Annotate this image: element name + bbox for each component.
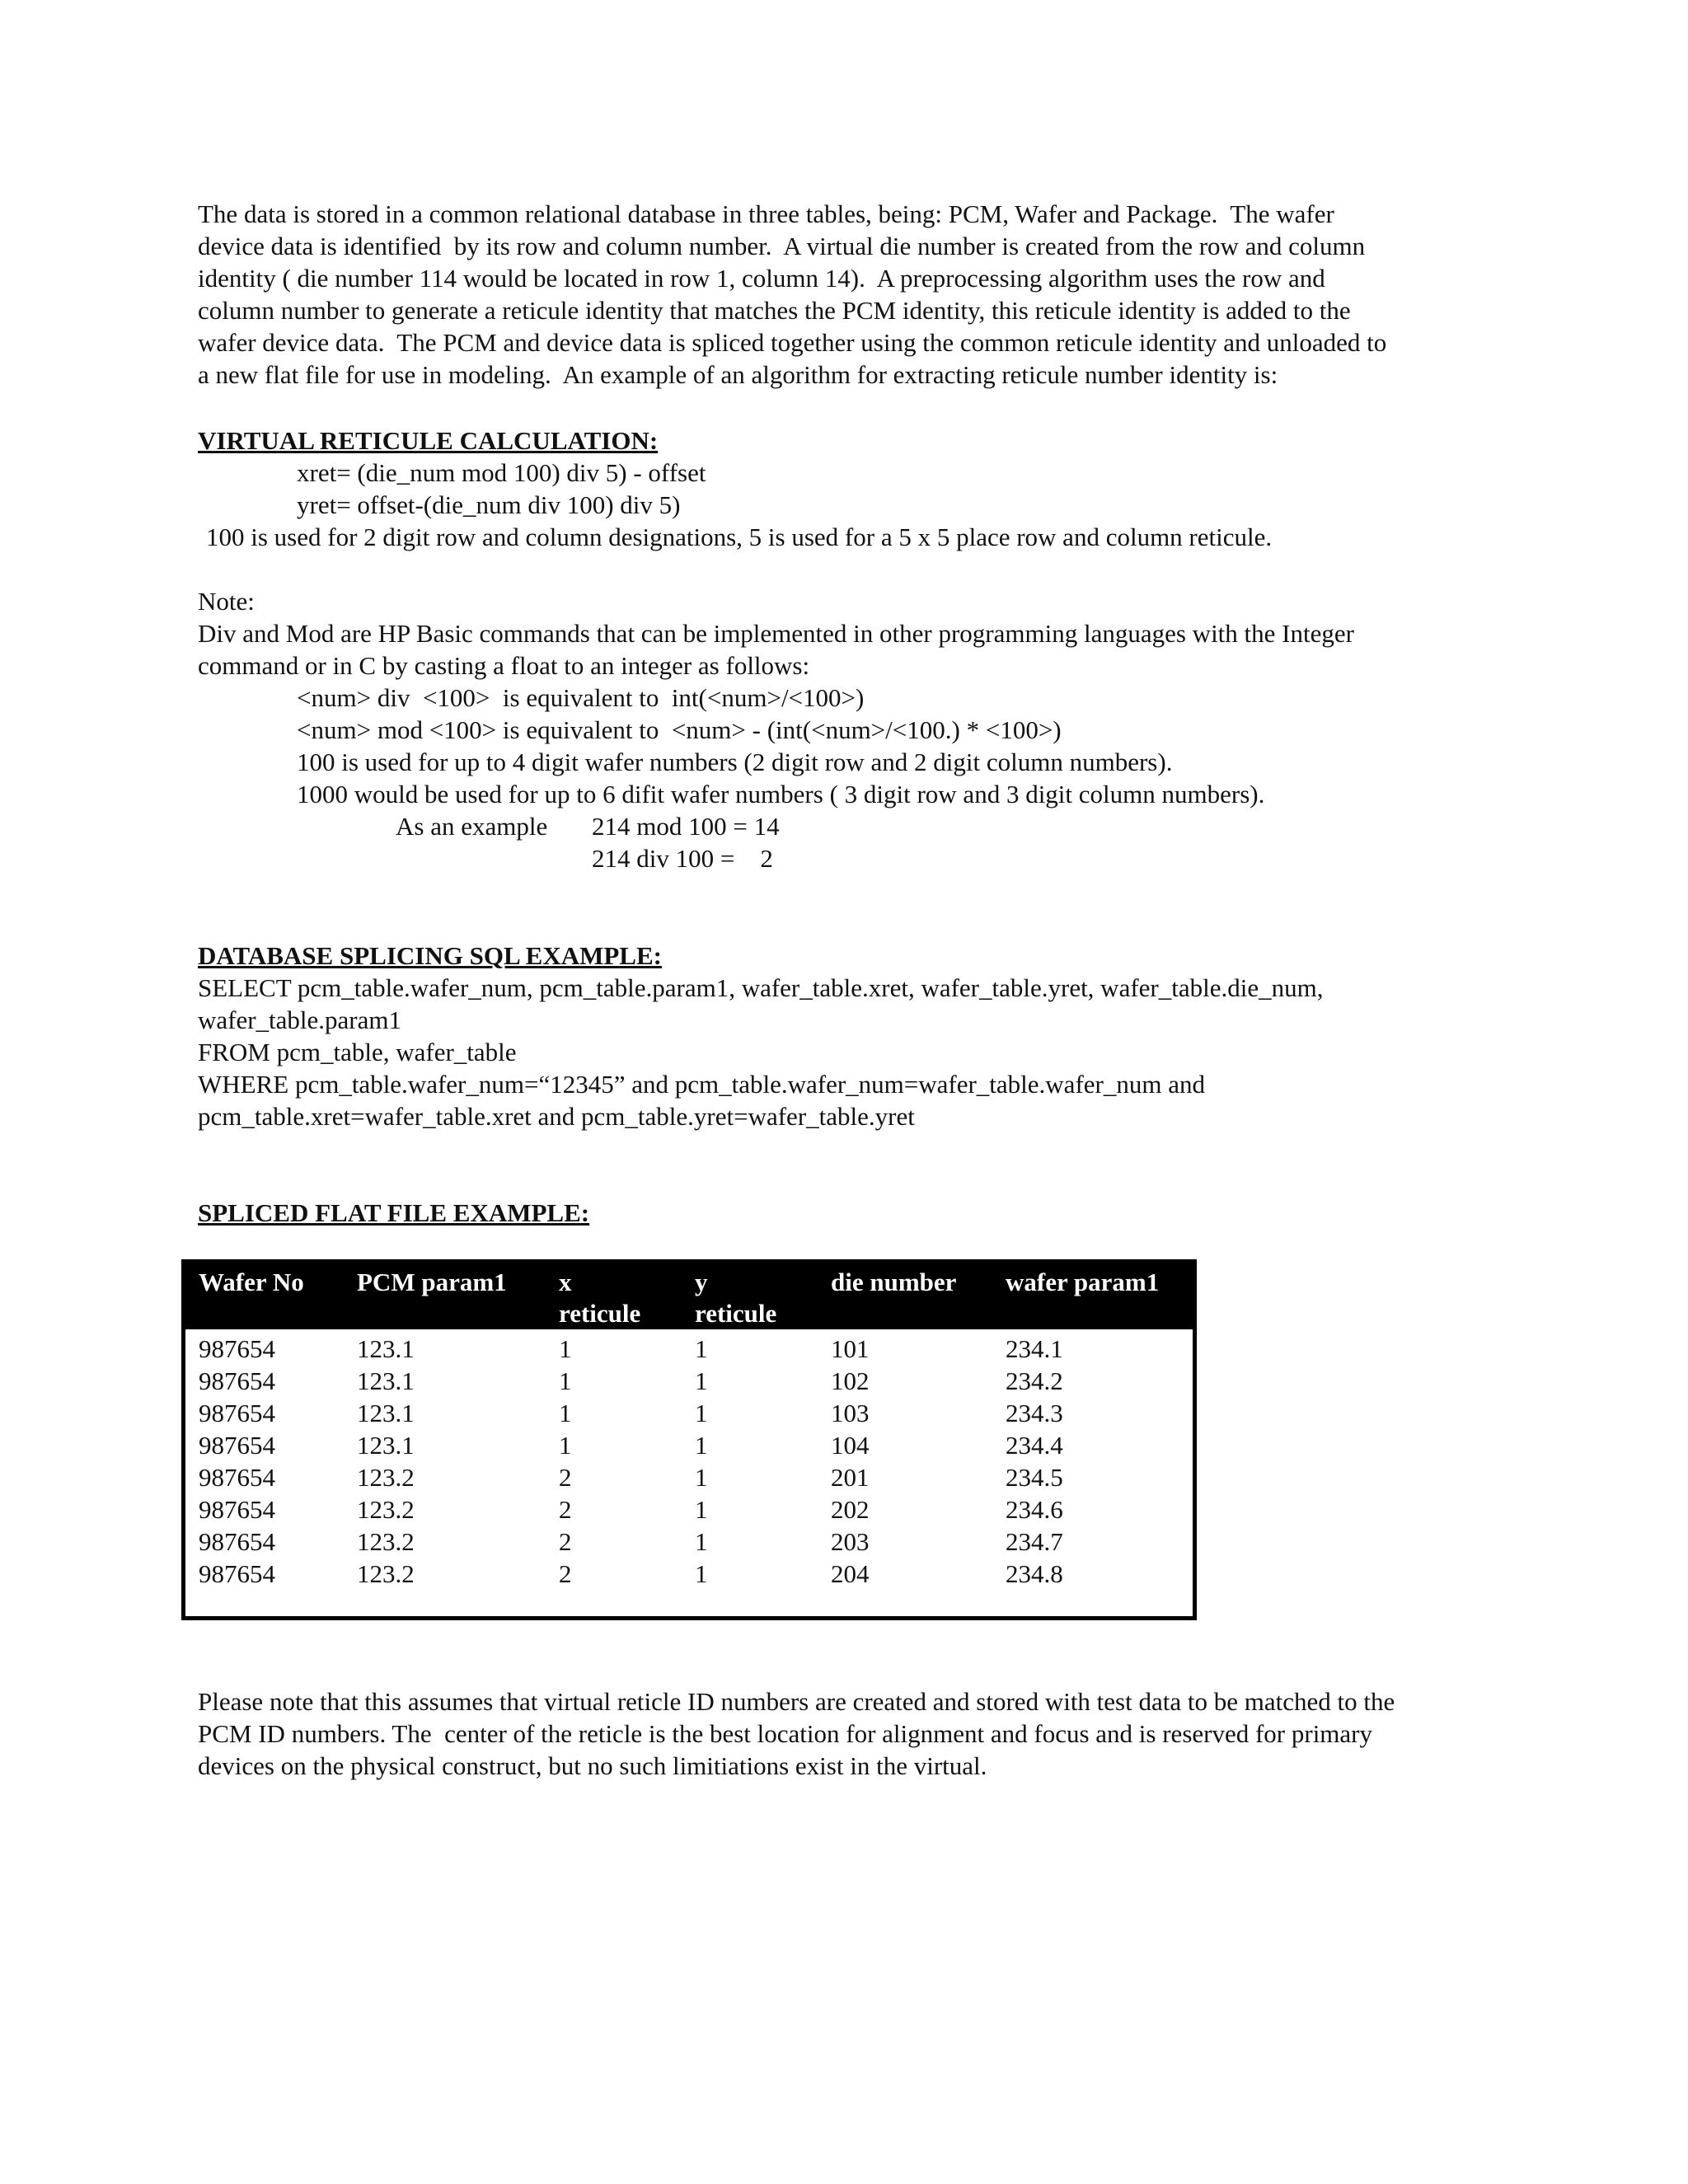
sql-heading: DATABASE SPLICING SQL EXAMPLE: (198, 941, 662, 970)
cell-die-number: 201 (831, 1463, 870, 1492)
virtual-reticule-heading: VIRTUAL RETICULE CALCULATION: (198, 426, 659, 455)
table-row (185, 1558, 1193, 1590)
cell-x-reticule: 1 (559, 1399, 572, 1427)
note-label: Note: (198, 587, 255, 616)
table-row (185, 1429, 1193, 1461)
cell-pcm-param1: 123.1 (357, 1334, 415, 1363)
cell-x-reticule: 2 (559, 1463, 572, 1492)
example-row-1 (198, 810, 1517, 842)
cell-x-reticule: 1 (559, 1431, 572, 1460)
cell-y-reticule: 1 (695, 1463, 708, 1492)
cell-pcm-param1: 123.1 (357, 1431, 415, 1460)
formula-yret: yret= offset-(die_num div 100) div 5) (297, 490, 681, 519)
cell-wafer-param1: 234.6 (1006, 1495, 1063, 1524)
cell-y-reticule: 1 (695, 1495, 708, 1524)
column-header: Wafer No (199, 1268, 304, 1296)
note-indented-line: 1000 would be used for up to 6 difit wafer numbers ( 3 digit row and 3 digit column numbers). (297, 780, 1265, 808)
note-line: command or in C by casting a float to an integer as follows: (198, 651, 810, 680)
cell-y-reticule: 1 (695, 1366, 708, 1395)
table-row (185, 1461, 1193, 1493)
note-indented-line: 100 is used for up to 4 digit wafer numbers (2 digit row and 2 digit column numbers). (297, 748, 1173, 776)
column-header: wafer param1 (1006, 1268, 1160, 1296)
closing-line: Please note that this assumes that virtual reticle ID numbers are created and stored with test data to be matched to the (198, 1687, 1395, 1716)
example-mod: 214 mod 100 = 14 (592, 812, 780, 841)
cell-x-reticule: 1 (559, 1366, 572, 1395)
table-row (185, 1526, 1193, 1558)
cell-die-number: 203 (831, 1527, 870, 1556)
cell-die-number: 104 (831, 1431, 870, 1460)
cell-x-reticule: 1 (559, 1334, 572, 1363)
cell-y-reticule: 1 (695, 1334, 708, 1363)
table-row (185, 1493, 1193, 1526)
cell-wafer-param1: 234.1 (1006, 1334, 1063, 1363)
table-row (185, 1333, 1193, 1365)
closing-paragraph (198, 1685, 1517, 1782)
table-row (185, 1365, 1193, 1397)
note-line: Div and Mod are HP Basic commands that can be implemented in other programming languages with the Integer (198, 619, 1354, 648)
formula-xret: xret= (die_num mod 100) div 5) - offset (297, 458, 706, 487)
cell-wafer-param1: 234.8 (1006, 1559, 1063, 1588)
cell-wafer-no: 987654 (199, 1527, 275, 1556)
intro-line: wafer device data. The PCM and device data is spliced together using the common reticule identity and unloaded to (198, 328, 1387, 357)
sql-line: pcm_table.xret=wafer_table.xret and pcm_table.yret=wafer_table.yret (198, 1102, 915, 1131)
example-div: 214 div 100 = 2 (592, 844, 773, 873)
cell-y-reticule: 1 (695, 1399, 708, 1427)
cell-die-number: 103 (831, 1399, 870, 1427)
closing-line: PCM ID numbers. The center of the reticle is the best location for alignment and focus and is reserved for primary (198, 1719, 1373, 1748)
sql-section (198, 972, 1517, 1132)
cell-wafer-param1: 234.7 (1006, 1527, 1063, 1556)
flat-file-heading: SPLICED FLAT FILE EXAMPLE: (198, 1198, 590, 1227)
cell-x-reticule: 2 (559, 1527, 572, 1556)
note-indented-line: <num> div <100> is equivalent to int(<num>/<100>) (297, 683, 865, 712)
cell-wafer-no: 987654 (199, 1431, 275, 1460)
note-section (198, 585, 1517, 874)
cell-wafer-no: 987654 (199, 1463, 275, 1492)
reticule-explanation: 100 is used for 2 digit row and column designations, 5 is used for a 5 x 5 place row and column reticule. (206, 523, 1273, 551)
column-header: y reticule (695, 1268, 777, 1328)
cell-pcm-param1: 123.1 (357, 1399, 415, 1427)
intro-line: a new flat file for use in modeling. An example of an algorithm for extracting reticule number identity is: (198, 360, 1278, 389)
virtual-reticule-section (198, 457, 1517, 553)
cell-pcm-param1: 123.2 (357, 1495, 415, 1524)
sql-line: WHERE pcm_table.wafer_num=“12345” and pcm_table.wafer_num=wafer_table.wafer_num and (198, 1070, 1205, 1099)
cell-die-number: 101 (831, 1334, 870, 1363)
cell-wafer-param1: 234.2 (1006, 1366, 1063, 1395)
table-row (185, 1397, 1193, 1429)
intro-line: device data is identified by its row and column number. A virtual die number is created from the row and column (198, 232, 1366, 260)
intro-line: The data is stored in a common relational database in three tables, being: PCM, Wafer and Package. The wafer (198, 199, 1334, 228)
cell-pcm-param1: 123.2 (357, 1463, 415, 1492)
intro-line: identity ( die number 114 would be located in row 1, column 14). A preprocessing algorithm uses the row and (198, 264, 1325, 293)
column-header: x reticule (559, 1268, 641, 1328)
example-label: As an example (396, 812, 548, 841)
cell-wafer-no: 987654 (199, 1334, 275, 1363)
cell-y-reticule: 1 (695, 1527, 708, 1556)
cell-wafer-param1: 234.4 (1006, 1431, 1063, 1460)
example-row-2 (198, 842, 1517, 874)
cell-x-reticule: 2 (559, 1495, 572, 1524)
sql-line: FROM pcm_table, wafer_table (198, 1038, 517, 1066)
cell-pcm-param1: 123.2 (357, 1527, 415, 1556)
cell-wafer-no: 987654 (199, 1495, 275, 1524)
cell-die-number: 204 (831, 1559, 870, 1588)
intro-paragraph (198, 198, 1517, 391)
cell-wafer-param1: 234.3 (1006, 1399, 1063, 1427)
column-header: PCM param1 (357, 1268, 507, 1296)
cell-pcm-param1: 123.1 (357, 1366, 415, 1395)
cell-y-reticule: 1 (695, 1559, 708, 1588)
cell-wafer-param1: 234.5 (1006, 1463, 1063, 1492)
cell-wafer-no: 987654 (199, 1559, 275, 1588)
table-body (185, 1329, 1193, 1590)
note-indented-line: <num> mod <100> is equivalent to <num> - (int(<num>/<100.) * <100>) (297, 715, 1062, 744)
intro-line: column number to generate a reticule identity that matches the PCM identity, this reticule identity is added to the (198, 296, 1351, 325)
cell-wafer-no: 987654 (199, 1399, 275, 1427)
cell-wafer-no: 987654 (199, 1366, 275, 1395)
flat-file-table (181, 1259, 1197, 1620)
table-header-row (185, 1263, 1193, 1329)
cell-pcm-param1: 123.2 (357, 1559, 415, 1588)
cell-y-reticule: 1 (695, 1431, 708, 1460)
sql-line: SELECT pcm_table.wafer_num, pcm_table.param1, wafer_table.xret, wafer_table.yret, wafer_table.die_num, (198, 973, 1324, 1002)
closing-line: devices on the physical construct, but no such limitiations exist in the virtual. (198, 1751, 987, 1780)
column-header: die number (831, 1268, 957, 1296)
cell-x-reticule: 2 (559, 1559, 572, 1588)
cell-die-number: 102 (831, 1366, 870, 1395)
sql-line: wafer_table.param1 (198, 1005, 402, 1034)
cell-die-number: 202 (831, 1495, 870, 1524)
